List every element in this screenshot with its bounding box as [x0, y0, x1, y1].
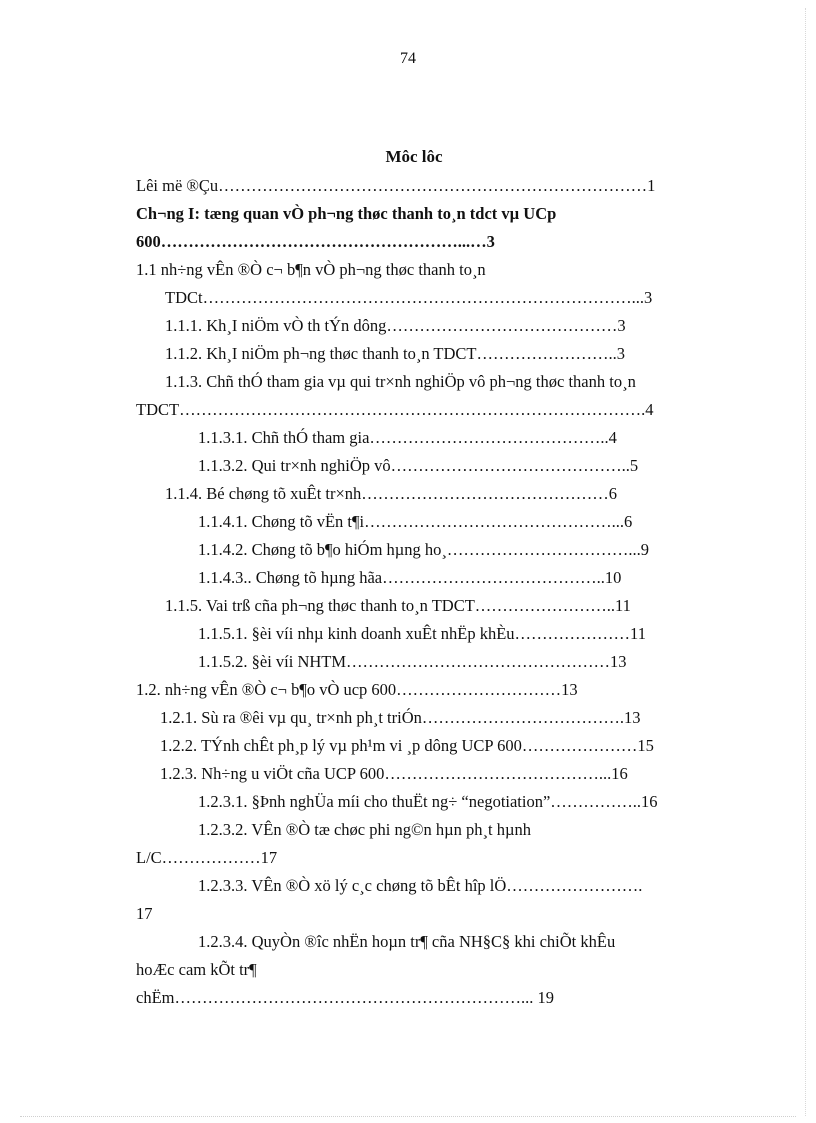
toc-section-1-1-5: 1.1.5. Vai trß cña ph¬ng thøc thanh to¸n TDCT……………………..11: [165, 596, 631, 615]
toc-section-1-1-4: 1.1.4. Bé chøng tõ xuÊt tr×nh………………………………………6: [165, 484, 618, 503]
toc-section-1-2-3-2: 1.2.3.2. VÊn ®Ò tæ chøc phi ng©n hµn ph¸t hµnh: [198, 820, 531, 839]
toc-title: Môc lôc: [385, 147, 443, 166]
toc-chapter-1-page: 600………………………………………………...…3: [136, 232, 495, 251]
toc-section-1-1-3-2: 1.1.3.2. Qui tr×nh nghiÖp vô……………………………………..5: [198, 456, 639, 475]
toc-section-1-2-2: 1.2.2. TÝnh chÊt ph¸p lý vµ ph¹m vi ¸p dông UCP 600…………………15: [160, 736, 654, 755]
toc-section-1-1-3: 1.1.3. Chñ thÓ tham gia vµ qui tr×nh nghiÖp vô ph¬ng thøc thanh to¸n: [165, 372, 636, 391]
page-number: 74: [400, 50, 416, 67]
toc-section-1-2-3-1: 1.2.3.1. §Þnh nghÜa míi cho thuËt ng÷ “negotiation”……………..16: [198, 792, 658, 811]
toc-section-1-2: 1.2. nh÷ng vÊn ®Ò c¬ b¶o vÒ ucp 600…………………………13: [136, 680, 578, 699]
toc-section-1-1: 1.1 nh÷ng vÊn ®Ò c¬ b¶n vÒ ph¬ng thøc thanh to¸n: [136, 260, 486, 279]
page-right-border: [805, 8, 806, 1116]
toc-chapter-1-heading: Ch¬ng I: tæng quan vÒ ph¬ng thøc thanh to¸n tdct vµ UCp: [136, 204, 557, 223]
toc-section-1-1-4-2: 1.1.4.2. Chøng tõ b¶o hiÓm hµng ho¸……………………………...9: [198, 540, 650, 559]
toc-section-1-1-1: 1.1.1. Kh¸I niÖm vÒ th tÝn dông……………………………………3: [165, 316, 626, 335]
page-bottom-border: [20, 1116, 796, 1117]
toc-section-1-1-page: TDCt……………………………………………………………………...3: [165, 288, 653, 307]
toc-section-1-1-3-1: 1.1.3.1. Chñ thÓ tham gia……………………………………..4: [198, 428, 617, 447]
toc-section-1-1-2: 1.1.2. Kh¸I niÖm ph¬ng thøc thanh to¸n TDCT……………………..3: [165, 344, 625, 363]
toc-section-1-1-5-1: 1.1.5.1. §èi víi nhµ kinh doanh xuÊt nhËp khÈu…………………11: [198, 624, 646, 643]
toc-section-1-1-4-1: 1.1.4.1. Chøng tõ vËn t¶i………………………………………...6: [198, 512, 633, 531]
toc-section-1-2-1: 1.2.1. Sù ra ®êi vµ qu¸ tr×nh ph¸t triÓn……………………………….13: [160, 708, 641, 727]
toc-section-1-2-3-4-page: chËm………………………………………………………... 19: [136, 988, 554, 1007]
toc-section-1-2-3-3-page: 17: [136, 904, 153, 923]
toc-section-1-2-3-4-cont: hoÆc cam kÕt tr¶: [136, 960, 257, 979]
toc-section-1-1-3-page: TDCT………………………………………………………………………….4: [136, 400, 654, 419]
toc-entry-introduction: Lêi më ®Çu……………………………………………………………………1: [136, 176, 656, 195]
toc-section-1-2-3-2-page: L/C………………17: [136, 848, 278, 867]
toc-section-1-2-3-3: 1.2.3.3. VÊn ®Ò xö lý c¸c chøng tõ bÊt hîp lÖ…………………….: [198, 876, 643, 895]
toc-section-1-1-5-2: 1.1.5.2. §èi víi NHTM…………………………………………13: [198, 652, 627, 671]
toc-section-1-2-3-4: 1.2.3.4. QuyÒn ®îc nhËn hoµn tr¶ cña NH§C§ khi chiÕt khÊu: [198, 932, 616, 951]
toc-section-1-1-4-3: 1.1.4.3.. Chøng tõ hµng hãa…………………………………..10: [198, 568, 622, 587]
toc-section-1-2-3: 1.2.3. Nh÷ng u viÖt cña UCP 600…………………………………...16: [160, 764, 628, 783]
